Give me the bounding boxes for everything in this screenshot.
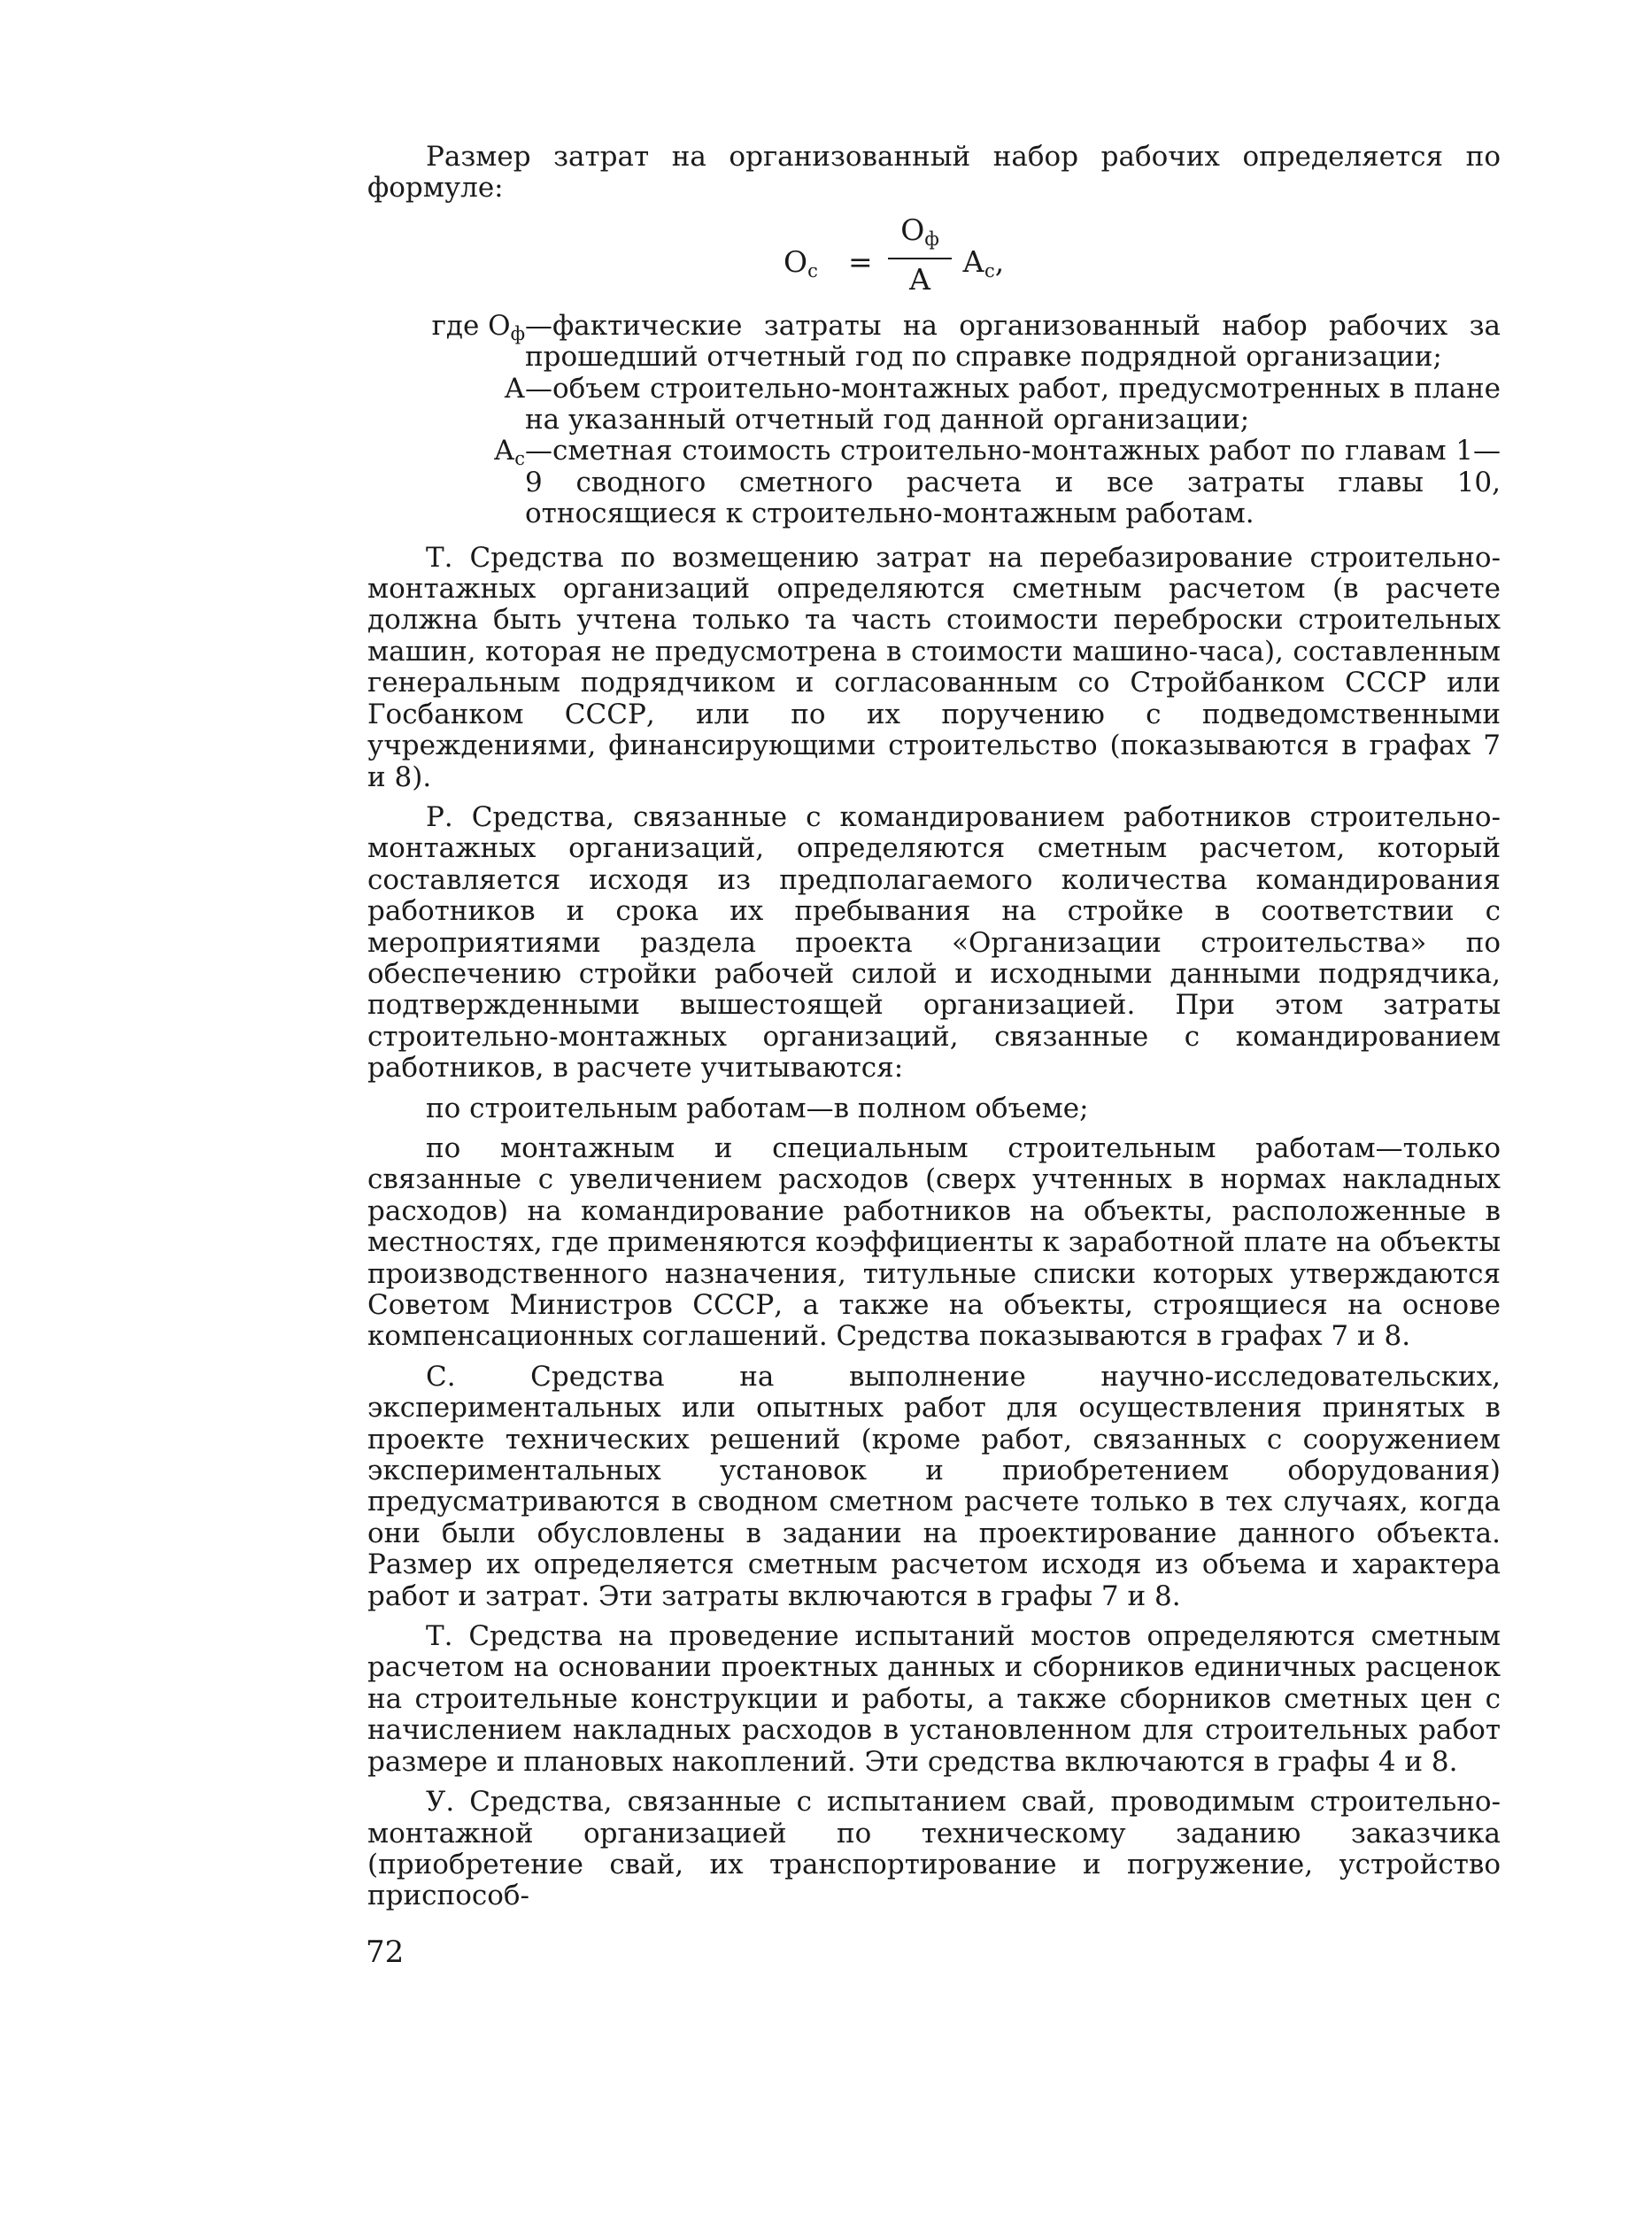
- formula-numerator: $О_ф$: [900, 212, 939, 250]
- definitions-list: [367, 311, 1501, 530]
- definition-text: —фактические затраты на организованный набор рабочих за прошедший отчетный год по справке подрядной организации;: [525, 309, 1501, 374]
- formula-lhs: $О_с$: [784, 243, 818, 282]
- definition-term: $А_с$: [493, 435, 525, 470]
- definition-text: —объем строительно-монтажных работ, предусмотренных в плане на указанный отчетный год данной организации;: [525, 372, 1501, 436]
- paragraph-t-relocation: Т. Средства по возмещению затрат на перебазирование строительно-монтажных организаций определяются сметным расчетом (в расчете должна быть учтена только та часть стоимости переброски строительных машин, которая не предусмотрена в стоимости машино-часа), составленным генеральным подрядчиком и согласованным со Стройбанком СССР или Госбанком СССР, или по их поручению с подведомственными учреждениями, финансирующими строительство (показываются в графах 7 и 8).: [367, 541, 1501, 793]
- paragraph-t-bridge-tests: Т. Средства на проведение испытаний мостов определяются сметным расчетом на основании проектных данных и сборников единичных расценок на строительные конструкции и работы, а также сборников сметных цен с начислением накладных расходов в установленном для строительных работ размере и плановых накоплений. Эти средства включаются в графы 4 и 8.: [367, 1620, 1501, 1778]
- definition-item: [367, 311, 1501, 374]
- paragraph-r-business-trips: Р. Средства, связанные с командированием работников строительно-монтажных организаций, определяются сметным расчетом, который составляется исходя из предполагаемого количества командирования работников и срока их пребывания на стройке в соответствии с мероприятиями раздела проекта «Организации строительства» по обеспечению стройки рабочей силой и исходными данными подрядчика, подтвержденными вышестоящей организацией. При этом затраты строительно-монтажных организаций, связанные с командированием работников, в расчете учитываются:: [367, 800, 1501, 1085]
- definition-item: [367, 436, 1501, 529]
- formula-equals: =: [848, 243, 873, 279]
- formula-rhs: $А_с$,: [962, 243, 1005, 282]
- paragraph-construction-works: по строительным работам—в полном объеме;: [426, 1092, 1089, 1124]
- paragraph-u-pile-tests: У. Средства, связанные с испытанием свай, проводимым строительно-монтажной организацией по техническому заданию заказчика (приобретение свай, их транспортирование и погружение, устройство приспособ-: [367, 1786, 1501, 1912]
- definition-term: А: [504, 372, 525, 405]
- formula: [367, 205, 1501, 298]
- paragraph-installation-works: по монтажным и специальным строительным работам—только связанные с увеличением расходов (сверх учтенных в нормах накладных расходов) на командирование работников на объекты, расположенные в местностях, где применяются коэффициенты к заработной плате на объекты производственного назначения, титульные списки которых утверждаются Советом Министров СССР, а также на объекты, строящиеся на основе компенсационных соглашений. Средства показываются в графах 7 и 8.: [367, 1131, 1501, 1353]
- page-number: 72: [366, 1935, 405, 1970]
- formula-denominator: А: [908, 261, 931, 297]
- definition-item: [367, 374, 1501, 436]
- body-text: [367, 142, 1501, 1912]
- definition-text: —сметная стоимость строительно-монтажных работ по главам 1—9 сводного сметного расчета и все затраты главы 10, относящиеся к строительно-монтажным работам.: [525, 435, 1501, 530]
- definition-term: где $О_ф$: [431, 309, 525, 344]
- intro-paragraph: Размер затрат на организованный набор рабочих определяется по формуле:: [367, 141, 1501, 205]
- formula-fraction: [888, 213, 952, 297]
- fraction-bar: [888, 258, 952, 259]
- paragraph-s-research: С. Средства на выполнение научно-исследовательских, экспериментальных или опытных работ для осуществления принятых в проекте технических решений (кроме работ, связанных с сооружением экспериментальных установок и приобретением оборудования) предусматриваются в сводном сметном расчете только в тех случаях, когда они были обусловлены в задании на проектирование данного объекта. Размер их определяется сметным расчетом исходя из объема и характера работ и затрат. Эти затраты включаются в графы 7 и 8.: [367, 1360, 1501, 1612]
